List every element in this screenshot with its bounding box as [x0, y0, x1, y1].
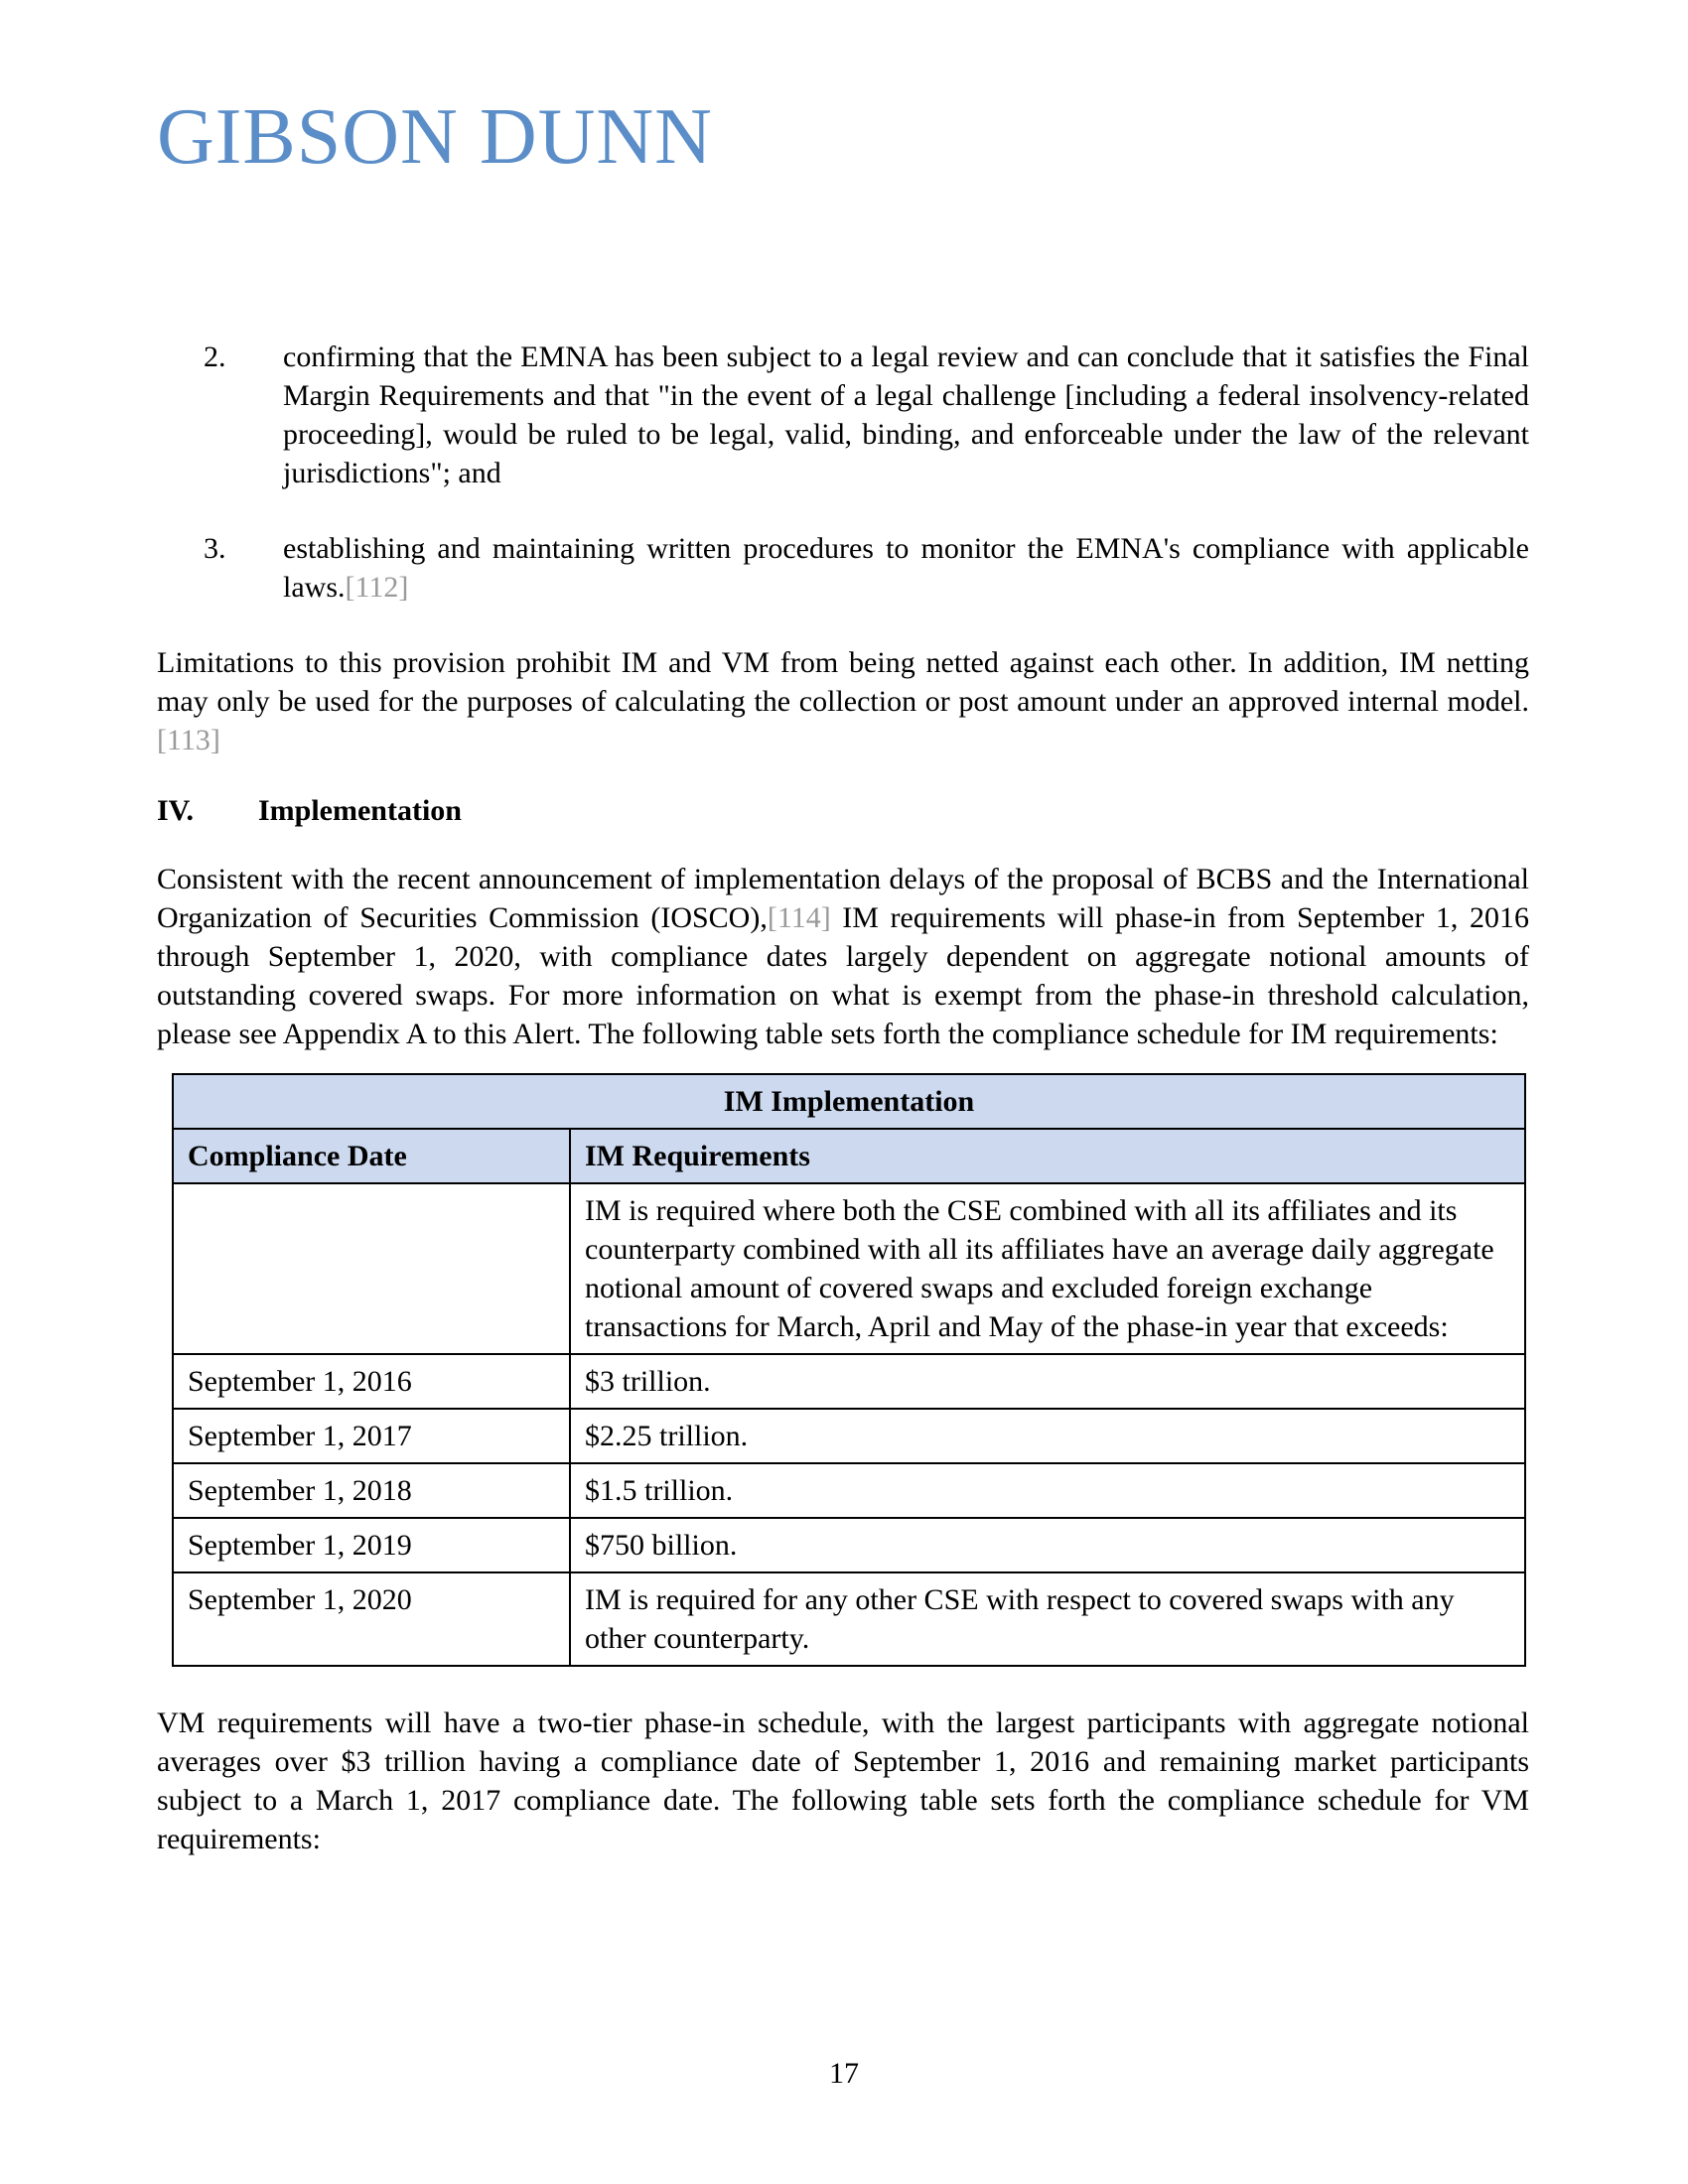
cell-date: September 1, 2017 [173, 1409, 570, 1463]
section-heading-implementation [157, 791, 1529, 830]
cell-requirement: $2.25 trillion. [570, 1409, 1525, 1463]
paragraph-text: IM requirements will phase-in from September 1, 2016 through September 1, 2020, with compliance dates largely dependent on aggregate notional amounts of outstanding covered swaps. For more information on what is exempt from the phase-in threshold calculation, please see Appendix A to this Alert. The following table sets forth the compliance schedule for IM requirements: [157, 901, 1529, 1050]
table-row [173, 1463, 1525, 1518]
cell-requirement: $1.5 trillion. [570, 1463, 1525, 1518]
cell-date: September 1, 2018 [173, 1463, 570, 1518]
section-title: Implementation [258, 794, 462, 827]
item-text: confirming that the EMNA has been subject to a legal review and can conclude that it satisfies the Final Margin Requirements and that "in the event of a legal challenge [including a federal insolvency-related proceeding], would be ruled to be legal, valid, binding, and enforceable under the law of the relevant jurisdictions"; and [283, 341, 1529, 489]
item-number: 3. [204, 532, 226, 565]
cell-requirement: IM is required where both the CSE combined with all its affiliates and its counterparty combined with all its affiliates have an average daily aggregate notional amount of covered swaps and excluded foreign exchange transactions for March, April and May of the phase-in year that exceeds: [570, 1183, 1525, 1354]
numbered-item-3 [157, 529, 1529, 607]
cell-date: September 1, 2016 [173, 1354, 570, 1409]
column-header-compliance-date: Compliance Date [173, 1129, 570, 1183]
footnote-ref-112[interactable]: [112] [345, 571, 409, 604]
paragraph-consistent [157, 860, 1529, 1053]
cell-date: September 1, 2020 [173, 1572, 570, 1666]
cell-date [173, 1183, 570, 1354]
table-row [173, 1572, 1525, 1666]
paragraph-text: VM requirements will have a two-tier phase-in schedule, with the largest participants with aggregate notional averages over $3 trillion having a compliance date of September 1, 2016 and remaining market participants subject to a March 1, 2017 compliance date. The following table sets forth the compliance schedule for VM requirements: [157, 1706, 1529, 1855]
document-body [157, 338, 1529, 1858]
footnote-ref-113[interactable]: [113] [157, 724, 220, 756]
section-number: IV. [157, 794, 194, 827]
paragraph-limitations [157, 643, 1529, 759]
table-row [173, 1409, 1525, 1463]
paragraph-vm [157, 1704, 1529, 1858]
numbered-item-2 [157, 338, 1529, 492]
item-number: 2. [204, 341, 226, 373]
column-header-im-requirements: IM Requirements [570, 1129, 1525, 1183]
table-row [173, 1183, 1525, 1354]
page-number: 17 [829, 2057, 859, 2090]
cell-requirement: $3 trillion. [570, 1354, 1525, 1409]
table-row [173, 1354, 1525, 1409]
im-implementation-table [172, 1073, 1526, 1667]
table-caption: IM Implementation [173, 1074, 1525, 1129]
item-text: establishing and maintaining written procedures to monitor the EMNA's compliance with applicable laws. [283, 532, 1529, 604]
paragraph-text: Limitations to this provision prohibit IM and VM from being netted against each other. In addition, IM netting may only be used for the purposes of calculating the collection or post amount under an approved internal model. [157, 646, 1529, 718]
table-header-row [173, 1129, 1525, 1183]
table-caption-row [173, 1074, 1525, 1129]
paragraph-text: Consistent with the recent announcement of implementation delays of the proposal of BCBS and the International Organization of Securities Commission (IOSCO), [157, 863, 1529, 934]
gibson-dunn-logo: GIBSON DUNN [157, 93, 713, 181]
table-row [173, 1518, 1525, 1572]
cell-requirement: $750 billion. [570, 1518, 1525, 1572]
footnote-ref-114[interactable]: [114] [767, 901, 831, 934]
cell-date: September 1, 2019 [173, 1518, 570, 1572]
cell-requirement: IM is required for any other CSE with respect to covered swaps with any other counterparty. [570, 1572, 1525, 1666]
